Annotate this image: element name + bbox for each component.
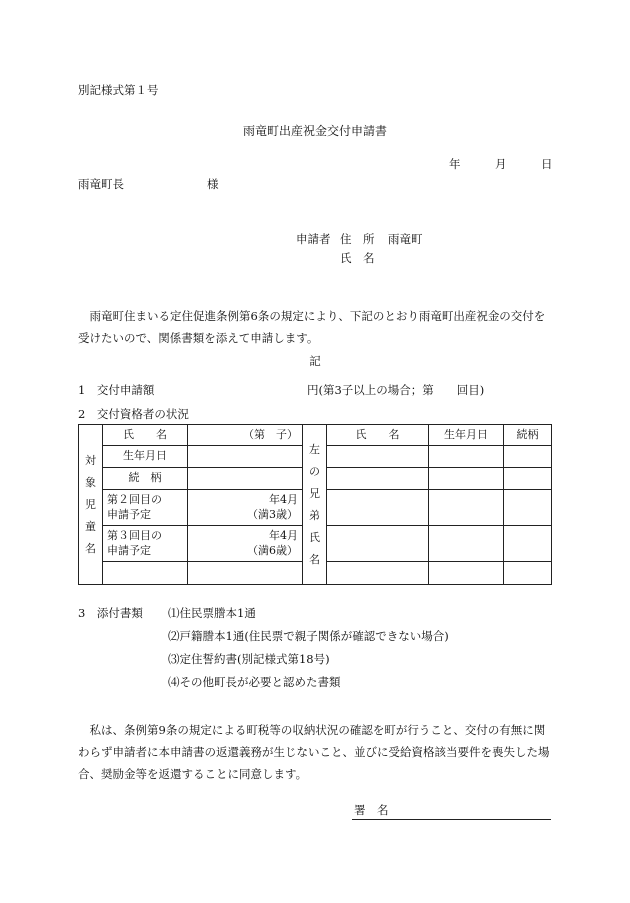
addressee-mayor: 雨竜町長 — [78, 177, 124, 191]
sibling-cell[interactable] — [504, 490, 552, 526]
eligibility-table — [78, 424, 552, 585]
child-relation-label: 続 柄 — [103, 468, 188, 490]
child-relation-value[interactable] — [188, 468, 303, 490]
ki-heading: 記 — [309, 354, 321, 368]
attachment-item: ⑴住民票謄本1通 — [168, 606, 256, 620]
sibling-cell[interactable] — [327, 468, 429, 490]
sibling-cell[interactable] — [429, 490, 504, 526]
second-application-date: 年4月 （満3歳） — [188, 490, 303, 526]
child-birthdate-label: 生年月日 — [103, 446, 188, 468]
item1-label: 1 交付申請額 — [78, 383, 155, 397]
sibling-cell[interactable] — [504, 446, 552, 468]
sibling-header: 左 の 兄 弟 氏 名 — [303, 425, 327, 585]
form-number: 別記様式第１号 — [78, 83, 159, 97]
item2-label: 2 交付資格者の状況 — [78, 407, 189, 421]
addressee-honorific: 様 — [207, 177, 219, 191]
signature-line[interactable] — [352, 819, 551, 820]
child-birthdate-value[interactable] — [188, 446, 303, 468]
applicant-label: 申請者 — [296, 232, 331, 246]
applicant-address-label: 住 所 — [340, 232, 375, 246]
third-application-label: 第３回目の 申請予定 — [103, 526, 188, 562]
attachment-item: ⑵戸籍謄本1通(住民票で親子関係が確認できない場合) — [168, 629, 449, 643]
item1-amount-text: 円(第3子以上の場合；第 回目) — [307, 383, 485, 397]
sibling-cell[interactable] — [429, 468, 504, 490]
document-title: 雨竜町出産祝金交付申請書 — [242, 124, 387, 138]
target-child-header: 対 象 児 童 名 — [79, 425, 103, 585]
date-month: 月 — [495, 157, 507, 171]
child-name-label: 氏 名 — [103, 425, 188, 446]
signature-label: 署 名 — [354, 803, 389, 817]
sibling-cell[interactable] — [504, 562, 552, 585]
sibling-cell[interactable] — [504, 526, 552, 562]
attachment-item: ⑷その他町長が必要と認めた書類 — [168, 675, 341, 689]
sibling-cell[interactable] — [327, 490, 429, 526]
sibling-name-col: 氏 名 — [327, 425, 429, 446]
consent-statement: 私は、条例第9条の規定による町税等の収納状況の確認を町が行うこと、交付の有無に関わらず申請者に本申請書の返還義務が生じないこと、並びに受給資格該当要件を喪失した場合、奨励金等を返還することに同意します。 — [78, 723, 550, 781]
child-birth-order: （第 子） — [188, 425, 303, 446]
blank-cell[interactable] — [188, 562, 303, 585]
sibling-birth-col: 生年月日 — [429, 425, 504, 446]
sibling-cell[interactable] — [327, 562, 429, 585]
sibling-cell[interactable] — [327, 446, 429, 468]
blank-cell[interactable] — [103, 562, 188, 585]
item3-label: 3 添付書類 — [78, 606, 143, 620]
application-statement: 雨竜町住まいる定住促進条例第6条の規定により、下記のとおり雨竜町出産祝金の交付を受けたいので、関係書類を添えて申請します。 — [78, 309, 546, 345]
sibling-cell[interactable] — [429, 446, 504, 468]
date-day: 日 — [541, 157, 553, 171]
sibling-cell[interactable] — [429, 562, 504, 585]
date-year: 年 — [449, 157, 461, 171]
second-application-label: 第２回目の 申請予定 — [103, 490, 188, 526]
applicant-address-value: 雨竜町 — [388, 232, 423, 246]
sibling-cell[interactable] — [429, 526, 504, 562]
applicant-name-label: 氏 名 — [340, 251, 375, 265]
sibling-cell[interactable] — [504, 468, 552, 490]
sibling-cell[interactable] — [327, 526, 429, 562]
sibling-relation-col: 続柄 — [504, 425, 552, 446]
attachment-item: ⑶定住誓約書(別記様式第18号) — [168, 652, 330, 666]
third-application-date: 年4月 （満6歳） — [188, 526, 303, 562]
